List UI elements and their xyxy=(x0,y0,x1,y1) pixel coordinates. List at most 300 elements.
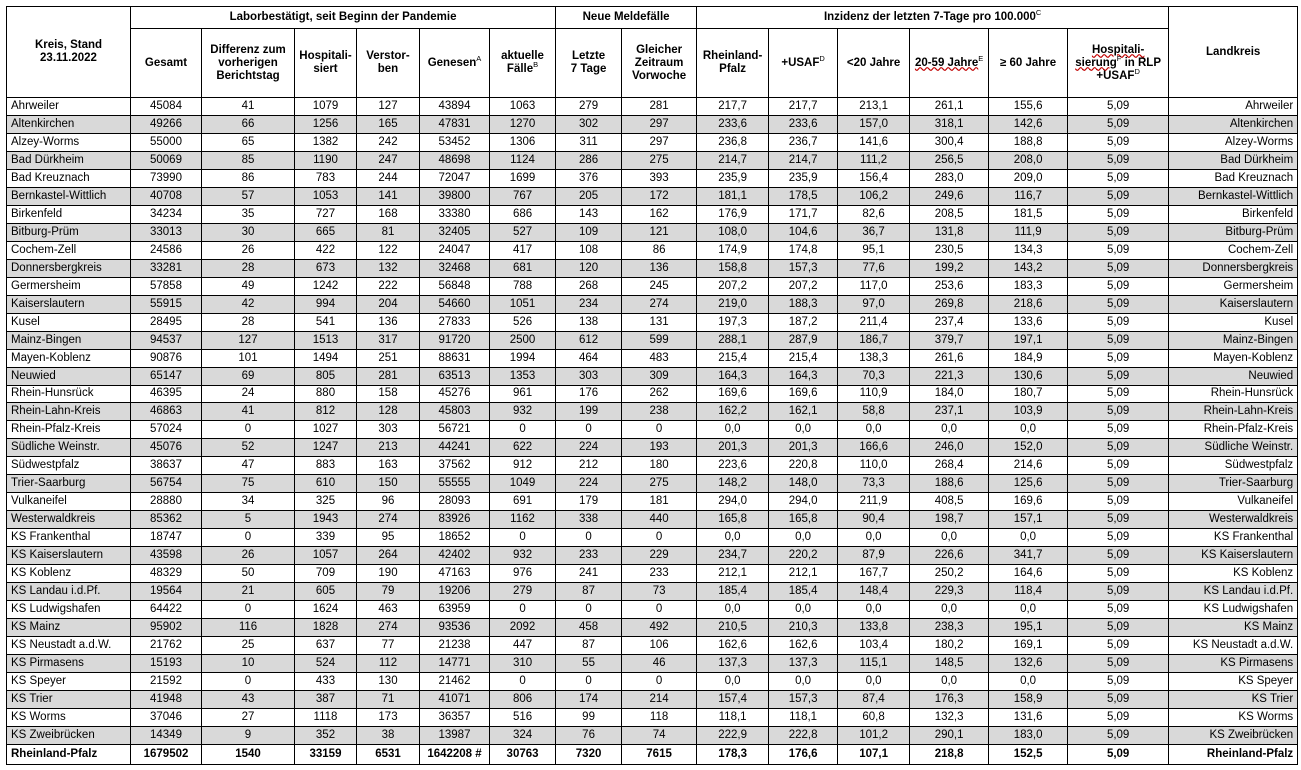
cell-genesen: 14771 xyxy=(420,655,490,673)
cell-gesamt: 38637 xyxy=(131,457,202,475)
cell-gleicher-zeitraum: 131 xyxy=(622,313,697,331)
cell-hospitalisiert: 1247 xyxy=(295,439,357,457)
cell-hospitalisierung: 5,09 xyxy=(1068,259,1169,277)
cell-gleicher-zeitraum: 73 xyxy=(622,583,697,601)
cell-rheinland-pfalz: 0,0 xyxy=(697,673,769,691)
cell-rheinland-pfalz: 212,1 xyxy=(697,565,769,583)
cell-unter-20: 156,4 xyxy=(838,169,910,187)
cell-genesen: 63513 xyxy=(420,367,490,385)
cell-rheinland-pfalz: 169,6 xyxy=(697,385,769,403)
cell-hospitalisierung: 5,09 xyxy=(1068,726,1169,744)
cell-verstorben: 317 xyxy=(357,331,420,349)
cell-gleicher-zeitraum: 281 xyxy=(622,98,697,116)
cell-ueber-60: 214,6 xyxy=(989,457,1068,475)
cell-gleicher-zeitraum: 74 xyxy=(622,726,697,744)
cell-hospitalisiert: 433 xyxy=(295,673,357,691)
cell-usaf: 157,3 xyxy=(769,690,838,708)
cell-letzte-7-tage: 0 xyxy=(556,421,622,439)
cell-unter-20: 77,6 xyxy=(838,259,910,277)
cell-landkreis: Alzey-Worms xyxy=(1169,133,1298,151)
cell-rheinland-pfalz: 164,3 xyxy=(697,367,769,385)
cell-letzte-7-tage: 7320 xyxy=(556,744,622,764)
cell-gleicher-zeitraum: 0 xyxy=(622,673,697,691)
cell-aktuelle-faelle: 30763 xyxy=(490,744,556,764)
cell-letzte-7-tage: 0 xyxy=(556,673,622,691)
cell-aktuelle-faelle: 622 xyxy=(490,439,556,457)
cell-hospitalisiert: 610 xyxy=(295,475,357,493)
cell-aktuelle-faelle: 1124 xyxy=(490,151,556,169)
cell-rheinland-pfalz: 207,2 xyxy=(697,277,769,295)
cell-gleicher-zeitraum: 46 xyxy=(622,655,697,673)
group-labor-header: Laborbestätigt, seit Beginn der Pandemie xyxy=(131,7,556,29)
cell-hospitalisierung: 5,09 xyxy=(1068,385,1169,403)
cell-rheinland-pfalz: 219,0 xyxy=(697,295,769,313)
cell-rheinland-pfalz: 157,4 xyxy=(697,690,769,708)
cell-hospitalisierung: 5,09 xyxy=(1068,115,1169,133)
cell-unter-20: 90,4 xyxy=(838,511,910,529)
cell-differenz: 52 xyxy=(202,439,295,457)
cell-20-59: 188,6 xyxy=(910,475,989,493)
cell-gesamt: 46395 xyxy=(131,385,202,403)
cell-landkreis: Mayen-Koblenz xyxy=(1169,349,1298,367)
cell-usaf: 210,3 xyxy=(769,619,838,637)
cell-landkreis: Neuwied xyxy=(1169,367,1298,385)
table-row xyxy=(7,493,1298,511)
cell-ueber-60: 0,0 xyxy=(989,529,1068,547)
cell-gleicher-zeitraum: 7615 xyxy=(622,744,697,764)
cell-ueber-60: 181,5 xyxy=(989,205,1068,223)
table-row xyxy=(7,457,1298,475)
cell-differenz: 66 xyxy=(202,115,295,133)
cell-rheinland-pfalz: 236,8 xyxy=(697,133,769,151)
cell-20-59: 246,0 xyxy=(910,439,989,457)
cell-hospitalisierung: 5,09 xyxy=(1068,655,1169,673)
cell-kreis: Westerwaldkreis xyxy=(7,511,131,529)
cell-aktuelle-faelle: 686 xyxy=(490,205,556,223)
cell-ueber-60: 133,6 xyxy=(989,313,1068,331)
cell-hospitalisiert: 1943 xyxy=(295,511,357,529)
cell-gesamt: 90876 xyxy=(131,349,202,367)
table-row xyxy=(7,151,1298,169)
cell-hospitalisierung: 5,09 xyxy=(1068,403,1169,421)
cell-20-59: 237,1 xyxy=(910,403,989,421)
col-gesamt: Gesamt xyxy=(131,29,202,98)
cell-verstorben: 77 xyxy=(357,637,420,655)
cell-usaf: 188,3 xyxy=(769,295,838,313)
cell-hospitalisierung: 5,09 xyxy=(1068,565,1169,583)
cell-ueber-60: 134,3 xyxy=(989,241,1068,259)
cell-genesen: 83926 xyxy=(420,511,490,529)
cell-genesen: 48698 xyxy=(420,151,490,169)
cell-unter-20: 0,0 xyxy=(838,673,910,691)
cell-letzte-7-tage: 464 xyxy=(556,349,622,367)
cell-letzte-7-tage: 224 xyxy=(556,439,622,457)
cell-20-59: 256,5 xyxy=(910,151,989,169)
table-row xyxy=(7,690,1298,708)
cell-aktuelle-faelle: 788 xyxy=(490,277,556,295)
cell-genesen: 91720 xyxy=(420,331,490,349)
cell-usaf: 0,0 xyxy=(769,421,838,439)
cell-genesen: 47163 xyxy=(420,565,490,583)
cell-landkreis: Ahrweiler xyxy=(1169,98,1298,116)
cell-verstorben: 204 xyxy=(357,295,420,313)
group-inzidenz-header: Inzidenz der letzten 7-Tage pro $100.000^C$ xyxy=(697,7,1169,29)
cell-gleicher-zeitraum: 86 xyxy=(622,241,697,259)
cell-usaf: 287,9 xyxy=(769,331,838,349)
cell-gleicher-zeitraum: 262 xyxy=(622,385,697,403)
cell-kreis: Vulkaneifel xyxy=(7,493,131,511)
cell-rheinland-pfalz: 165,8 xyxy=(697,511,769,529)
cell-kreis: Mainz-Bingen xyxy=(7,331,131,349)
table-row xyxy=(7,511,1298,529)
cell-letzte-7-tage: 376 xyxy=(556,169,622,187)
cell-hospitalisierung: 5,09 xyxy=(1068,295,1169,313)
cell-differenz: 0 xyxy=(202,601,295,619)
table-row xyxy=(7,133,1298,151)
cell-hospitalisierung: 5,09 xyxy=(1068,169,1169,187)
cell-20-59: 408,5 xyxy=(910,493,989,511)
cell-landkreis: KS Mainz xyxy=(1169,619,1298,637)
cell-letzte-7-tage: 143 xyxy=(556,205,622,223)
cell-letzte-7-tage: 199 xyxy=(556,403,622,421)
cell-aktuelle-faelle: 1049 xyxy=(490,475,556,493)
cell-kreis: Bernkastel-Wittlich xyxy=(7,187,131,205)
cell-usaf: 118,1 xyxy=(769,708,838,726)
cell-ueber-60: 130,6 xyxy=(989,367,1068,385)
cell-rheinland-pfalz: 197,3 xyxy=(697,313,769,331)
cell-20-59: 379,7 xyxy=(910,331,989,349)
cell-hospitalisierung: 5,09 xyxy=(1068,133,1169,151)
cell-usaf: 171,7 xyxy=(769,205,838,223)
cell-hospitalisiert: 1256 xyxy=(295,115,357,133)
cell-gleicher-zeitraum: 180 xyxy=(622,457,697,475)
cell-ueber-60: 169,1 xyxy=(989,637,1068,655)
cell-gleicher-zeitraum: 181 xyxy=(622,493,697,511)
cell-aktuelle-faelle: 527 xyxy=(490,223,556,241)
cell-ueber-60: 118,4 xyxy=(989,583,1068,601)
cell-gleicher-zeitraum: 275 xyxy=(622,151,697,169)
cell-hospitalisierung: 5,09 xyxy=(1068,601,1169,619)
cell-hospitalisiert: 387 xyxy=(295,690,357,708)
cell-20-59: 218,8 xyxy=(910,744,989,764)
cell-letzte-7-tage: 338 xyxy=(556,511,622,529)
cell-kreis: Germersheim xyxy=(7,277,131,295)
cell-ueber-60: 169,6 xyxy=(989,493,1068,511)
cell-usaf: 215,4 xyxy=(769,349,838,367)
cell-rheinland-pfalz: 118,1 xyxy=(697,708,769,726)
cell-usaf: 148,0 xyxy=(769,475,838,493)
cell-rheinland-pfalz: 222,9 xyxy=(697,726,769,744)
cell-verstorben: 112 xyxy=(357,655,420,673)
cell-aktuelle-faelle: 0 xyxy=(490,421,556,439)
cell-usaf: 220,2 xyxy=(769,547,838,565)
col-hospitalisiert: Hospitali- siert xyxy=(295,29,357,98)
cell-verstorben: 190 xyxy=(357,565,420,583)
cell-genesen: 37562 xyxy=(420,457,490,475)
cell-hospitalisiert: 1494 xyxy=(295,349,357,367)
cell-letzte-7-tage: 224 xyxy=(556,475,622,493)
cell-verstorben: 244 xyxy=(357,169,420,187)
cell-landkreis: Vulkaneifel xyxy=(1169,493,1298,511)
cell-landkreis: KS Speyer xyxy=(1169,673,1298,691)
cell-usaf: 207,2 xyxy=(769,277,838,295)
cell-rheinland-pfalz: 185,4 xyxy=(697,583,769,601)
cell-letzte-7-tage: 109 xyxy=(556,223,622,241)
cell-hospitalisierung: 5,09 xyxy=(1068,313,1169,331)
cell-aktuelle-faelle: 1063 xyxy=(490,98,556,116)
cell-differenz: 69 xyxy=(202,367,295,385)
cell-20-59: 253,6 xyxy=(910,277,989,295)
cell-kreis: KS Neustadt a.d.W. xyxy=(7,637,131,655)
cell-gleicher-zeitraum: 162 xyxy=(622,205,697,223)
col-letzte-7-tage: Letzte 7 Tage xyxy=(556,29,622,98)
cell-rheinland-pfalz: 235,9 xyxy=(697,169,769,187)
cell-rheinland-pfalz: 0,0 xyxy=(697,421,769,439)
cell-genesen: 63959 xyxy=(420,601,490,619)
cell-20-59: 268,4 xyxy=(910,457,989,475)
cell-aktuelle-faelle: 976 xyxy=(490,565,556,583)
cell-unter-20: 110,9 xyxy=(838,385,910,403)
cell-unter-20: 87,4 xyxy=(838,690,910,708)
cell-verstorben: 79 xyxy=(357,583,420,601)
cell-landkreis: KS Trier xyxy=(1169,690,1298,708)
cell-rheinland-pfalz: 234,7 xyxy=(697,547,769,565)
cell-20-59: 250,2 xyxy=(910,565,989,583)
cell-usaf: 235,9 xyxy=(769,169,838,187)
cell-differenz: 116 xyxy=(202,619,295,637)
cell-aktuelle-faelle: 0 xyxy=(490,673,556,691)
cell-hospitalisierung: 5,09 xyxy=(1068,223,1169,241)
cell-unter-20: 213,1 xyxy=(838,98,910,116)
cell-kreis: Altenkirchen xyxy=(7,115,131,133)
cell-kreis: Trier-Saarburg xyxy=(7,475,131,493)
cell-usaf: 236,7 xyxy=(769,133,838,151)
cell-genesen: 93536 xyxy=(420,619,490,637)
table-row xyxy=(7,259,1298,277)
cell-usaf: 104,6 xyxy=(769,223,838,241)
cell-genesen: 13987 xyxy=(420,726,490,744)
cell-genesen: 43894 xyxy=(420,98,490,116)
cell-unter-20: 111,2 xyxy=(838,151,910,169)
cell-unter-20: 115,1 xyxy=(838,655,910,673)
cell-letzte-7-tage: 174 xyxy=(556,690,622,708)
cell-20-59: 148,5 xyxy=(910,655,989,673)
cell-20-59: 176,3 xyxy=(910,690,989,708)
cell-gleicher-zeitraum: 136 xyxy=(622,259,697,277)
cell-verstorben: 132 xyxy=(357,259,420,277)
cell-kreis: KS Frankenthal xyxy=(7,529,131,547)
cell-kreis: Ahrweiler xyxy=(7,98,131,116)
cell-letzte-7-tage: 87 xyxy=(556,637,622,655)
cell-gleicher-zeitraum: 245 xyxy=(622,277,697,295)
cell-gesamt: 40708 xyxy=(131,187,202,205)
cell-unter-20: 138,3 xyxy=(838,349,910,367)
cell-genesen: 72047 xyxy=(420,169,490,187)
cell-differenz: 41 xyxy=(202,403,295,421)
cell-kreis: KS Pirmasens xyxy=(7,655,131,673)
cell-letzte-7-tage: 99 xyxy=(556,708,622,726)
cell-20-59: 249,6 xyxy=(910,187,989,205)
cell-rheinland-pfalz: 162,2 xyxy=(697,403,769,421)
cell-gesamt: 28880 xyxy=(131,493,202,511)
cell-rheinland-pfalz: 181,1 xyxy=(697,187,769,205)
cell-letzte-7-tage: 205 xyxy=(556,187,622,205)
cell-differenz: 86 xyxy=(202,169,295,187)
cell-gesamt: 56754 xyxy=(131,475,202,493)
table-row xyxy=(7,403,1298,421)
cell-differenz: 35 xyxy=(202,205,295,223)
table-row xyxy=(7,205,1298,223)
covid-table xyxy=(6,6,1298,765)
cell-hospitalisiert: 1190 xyxy=(295,151,357,169)
cell-gesamt: 46863 xyxy=(131,403,202,421)
cell-letzte-7-tage: 76 xyxy=(556,726,622,744)
cell-verstorben: 242 xyxy=(357,133,420,151)
cell-usaf: 201,3 xyxy=(769,439,838,457)
cell-20-59: 290,1 xyxy=(910,726,989,744)
cell-hospitalisierung: 5,09 xyxy=(1068,529,1169,547)
cell-gesamt: 34234 xyxy=(131,205,202,223)
cell-20-59: 184,0 xyxy=(910,385,989,403)
cell-ueber-60: 116,7 xyxy=(989,187,1068,205)
cell-hospitalisierung: 5,09 xyxy=(1068,690,1169,708)
cell-letzte-7-tage: 0 xyxy=(556,601,622,619)
cell-landkreis: Trier-Saarburg xyxy=(1169,475,1298,493)
cell-kreis: KS Ludwigshafen xyxy=(7,601,131,619)
cell-gesamt: 50069 xyxy=(131,151,202,169)
cell-hospitalisiert: 637 xyxy=(295,637,357,655)
cell-genesen: 41071 xyxy=(420,690,490,708)
cell-rheinland-pfalz: 137,3 xyxy=(697,655,769,673)
cell-differenz: 57 xyxy=(202,187,295,205)
cell-differenz: 50 xyxy=(202,565,295,583)
cell-gesamt: 49266 xyxy=(131,115,202,133)
cell-usaf: 157,3 xyxy=(769,259,838,277)
cell-aktuelle-faelle: 932 xyxy=(490,547,556,565)
cell-kreis: Rhein-Hunsrück xyxy=(7,385,131,403)
cell-genesen: 21238 xyxy=(420,637,490,655)
cell-differenz: 9 xyxy=(202,726,295,744)
cell-letzte-7-tage: 55 xyxy=(556,655,622,673)
cell-landkreis: Rhein-Lahn-Kreis xyxy=(1169,403,1298,421)
cell-20-59: 208,5 xyxy=(910,205,989,223)
cell-unter-20: 133,8 xyxy=(838,619,910,637)
cell-usaf: 162,6 xyxy=(769,637,838,655)
cell-rheinland-pfalz: 148,2 xyxy=(697,475,769,493)
table-row xyxy=(7,475,1298,493)
cell-ueber-60: 183,0 xyxy=(989,726,1068,744)
cell-differenz: 28 xyxy=(202,259,295,277)
cell-genesen: 24047 xyxy=(420,241,490,259)
cell-20-59: 237,4 xyxy=(910,313,989,331)
table-row xyxy=(7,439,1298,457)
cell-aktuelle-faelle: 691 xyxy=(490,493,556,511)
cell-aktuelle-faelle: 279 xyxy=(490,583,556,601)
cell-unter-20: 110,0 xyxy=(838,457,910,475)
table-row xyxy=(7,313,1298,331)
table-row xyxy=(7,241,1298,259)
cell-verstorben: 222 xyxy=(357,277,420,295)
cell-hospitalisiert: 727 xyxy=(295,205,357,223)
cell-gesamt: 43598 xyxy=(131,547,202,565)
cell-kreis: Mayen-Koblenz xyxy=(7,349,131,367)
cell-ueber-60: 184,9 xyxy=(989,349,1068,367)
cell-hospitalisierung: 5,09 xyxy=(1068,98,1169,116)
cell-hospitalisierung: 5,09 xyxy=(1068,744,1169,764)
cell-aktuelle-faelle: 1162 xyxy=(490,511,556,529)
cell-hospitalisierung: 5,09 xyxy=(1068,457,1169,475)
table-row xyxy=(7,115,1298,133)
cell-ueber-60: 152,0 xyxy=(989,439,1068,457)
cell-verstorben: 303 xyxy=(357,421,420,439)
cell-verstorben: 96 xyxy=(357,493,420,511)
cell-hospitalisierung: 5,09 xyxy=(1068,241,1169,259)
cell-verstorben: 122 xyxy=(357,241,420,259)
cell-genesen: 42402 xyxy=(420,547,490,565)
cell-landkreis: Germersheim xyxy=(1169,277,1298,295)
table-row xyxy=(7,295,1298,313)
cell-hospitalisierung: 5,09 xyxy=(1068,205,1169,223)
cell-hospitalisiert: 541 xyxy=(295,313,357,331)
table-row xyxy=(7,619,1298,637)
cell-genesen: 45803 xyxy=(420,403,490,421)
cell-gleicher-zeitraum: 121 xyxy=(622,223,697,241)
cell-gleicher-zeitraum: 238 xyxy=(622,403,697,421)
cell-usaf: 294,0 xyxy=(769,493,838,511)
cell-usaf: 233,6 xyxy=(769,115,838,133)
cell-hospitalisiert: 805 xyxy=(295,367,357,385)
cell-kreis: Neuwied xyxy=(7,367,131,385)
cell-rheinland-pfalz: 178,3 xyxy=(697,744,769,764)
cell-genesen: 28093 xyxy=(420,493,490,511)
cell-ueber-60: 183,3 xyxy=(989,277,1068,295)
table-row xyxy=(7,708,1298,726)
cell-rheinland-pfalz: 201,3 xyxy=(697,439,769,457)
cell-hospitalisiert: 339 xyxy=(295,529,357,547)
cell-usaf: 222,8 xyxy=(769,726,838,744)
cell-genesen: 44241 xyxy=(420,439,490,457)
cell-hospitalisierung: 5,09 xyxy=(1068,421,1169,439)
cell-rheinland-pfalz: 0,0 xyxy=(697,601,769,619)
cell-hospitalisierung: 5,09 xyxy=(1068,349,1169,367)
cell-kreis: Rhein-Lahn-Kreis xyxy=(7,403,131,421)
cell-gesamt: 95902 xyxy=(131,619,202,637)
cell-hospitalisiert: 1079 xyxy=(295,98,357,116)
cell-gesamt: 33281 xyxy=(131,259,202,277)
cell-kreis: Rhein-Pfalz-Kreis xyxy=(7,421,131,439)
cell-aktuelle-faelle: 0 xyxy=(490,529,556,547)
cell-ueber-60: 0,0 xyxy=(989,421,1068,439)
table-row xyxy=(7,385,1298,403)
cell-landkreis: KS Kaiserslautern xyxy=(1169,547,1298,565)
cell-ueber-60: 188,8 xyxy=(989,133,1068,151)
cell-20-59: 199,2 xyxy=(910,259,989,277)
cell-landkreis: Rhein-Hunsrück xyxy=(1169,385,1298,403)
cell-gesamt: 21592 xyxy=(131,673,202,691)
cell-kreis: Bitburg-Prüm xyxy=(7,223,131,241)
cell-usaf: 178,5 xyxy=(769,187,838,205)
cell-20-59: 318,1 xyxy=(910,115,989,133)
cell-usaf: 212,1 xyxy=(769,565,838,583)
cell-landkreis: Südwestpfalz xyxy=(1169,457,1298,475)
cell-hospitalisiert: 1118 xyxy=(295,708,357,726)
cell-letzte-7-tage: 279 xyxy=(556,98,622,116)
table-row xyxy=(7,673,1298,691)
cell-verstorben: 130 xyxy=(357,673,420,691)
cell-genesen: 18652 xyxy=(420,529,490,547)
col-genesen: Genesen$^A$ xyxy=(420,29,490,98)
cell-verstorben: 128 xyxy=(357,403,420,421)
